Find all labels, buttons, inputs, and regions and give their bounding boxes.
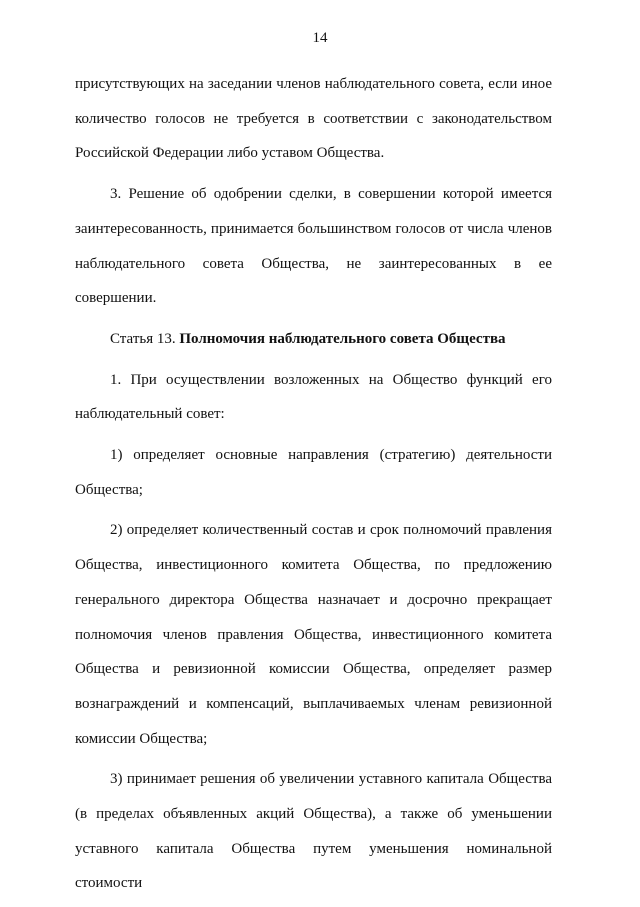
paragraph-item-3: 3. Решение об одобрении сделки, в совершении которой имеется заинтересованность, принимается большинством голосов от числа членов наблюдательного совета Общества, не заинтересованных в ее совершении.	[75, 186, 552, 307]
article-prefix: Статья 13.	[110, 330, 180, 347]
article-subitem-3: 3) принимает решения об увеличении уставного капитала Общества (в пределах объявленных акций Общества), а также об уменьшении уставного капитала Общества путем уменьшения номинальной стоимости	[75, 771, 552, 892]
article-subitem-1: 1) определяет основные направления (стратегию) деятельности Общества;	[75, 447, 552, 498]
article-title: Полномочия наблюдательного совета Общества	[179, 330, 506, 347]
article-paragraph-1: 1. При осуществлении возложенных на Общество функций его наблюдательный совет:	[75, 371, 552, 423]
article-heading	[75, 322, 552, 357]
page-number: 14	[312, 30, 328, 46]
article-subitem-2: 2) определяет количественный состав и срок полномочий правления Общества, инвестиционного комитета Общества, по предложению генерального директора Общества назначает и досрочно прекращает полномочия членов правления Общества, инвестиционного комитета Общества и ревизионной комиссии Общества, определяет размер вознаграждений и компенсаций, выплачиваемых членам ревизионной комиссии Общества;	[75, 522, 552, 747]
document-body	[75, 67, 552, 907]
paragraph-continuation: присутствующих на заседании членов наблюдательного совета, если иное количество голосов не требуется в соответствии с законодательством Российской Федерации либо уставом Общества.	[75, 76, 552, 162]
